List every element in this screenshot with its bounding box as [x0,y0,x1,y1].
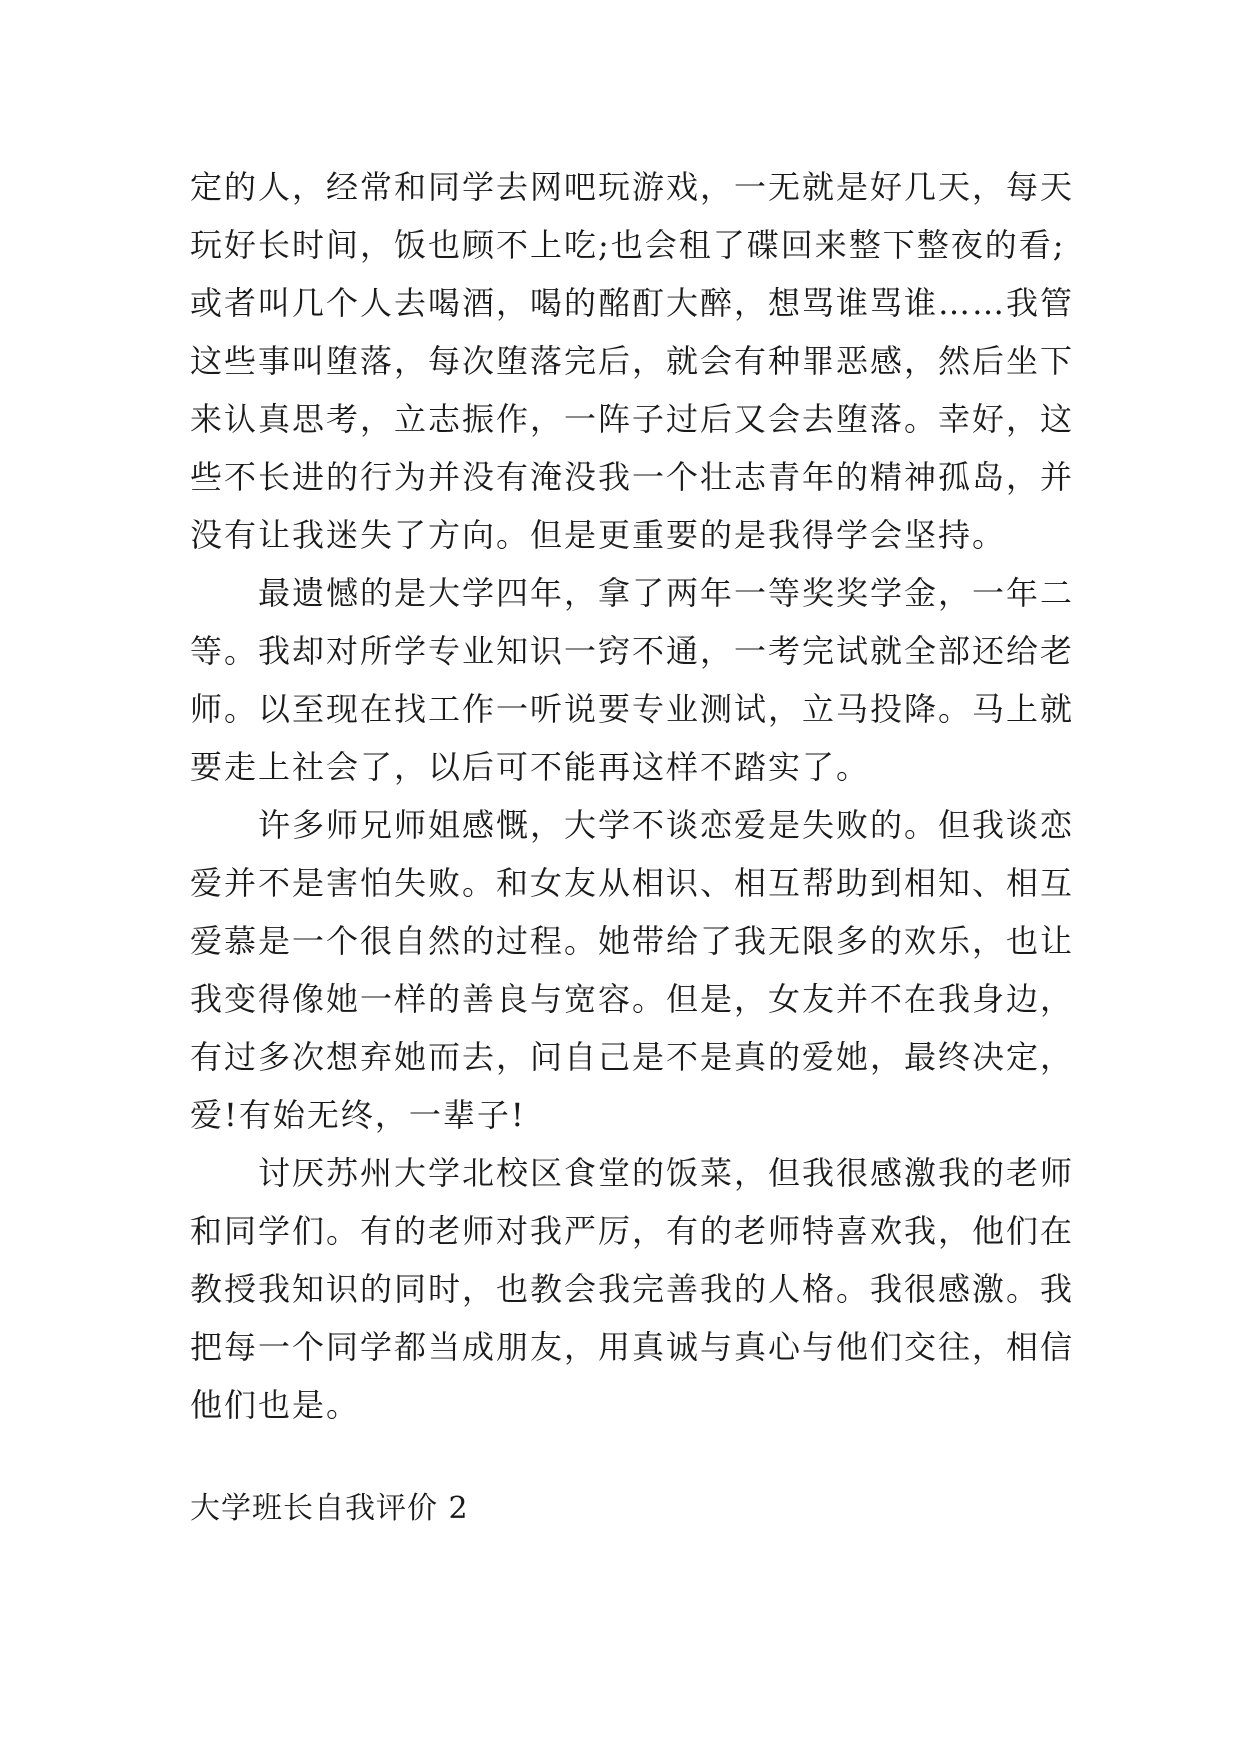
text-line: 爱并不是害怕失败。和女友从相识、相互帮助到相知、相互 [190,864,1075,902]
text-line: 等。我却对所学专业知识一窍不通，一考完试就全部还给老 [190,632,1075,670]
paragraph [190,796,1075,1144]
body-text [190,158,1075,1434]
text-line: 有过多次想弃她而去，问自己是不是真的爱她，最终决定， [190,1038,1075,1076]
text-line: 或者叫几个人去喝酒，喝的酩酊大醉，想骂谁骂谁……我管 [190,284,1075,322]
text-line: 许多师兄师姐感慨，大学不谈恋爱是失败的。但我谈恋 [258,806,1075,844]
text-line: 没有让我迷失了方向。但是更重要的是我得学会坚持。 [190,516,1007,554]
section-heading: 大学班长自我评价 2 [190,1491,469,1526]
text-line: 师。以至现在找工作一听说要专业测试，立马投降。马上就 [190,690,1075,728]
text-line: 这些事叫堕落，每次堕落完后，就会有种罪恶感，然后坐下 [190,342,1075,380]
text-line: 我变得像她一样的善良与宽容。但是，女友并不在我身边， [190,980,1075,1018]
text-line: 他们也是。 [190,1386,361,1424]
paragraph [190,564,1075,796]
text-line: 来认真思考，立志振作，一阵子过后又会去堕落。幸好，这 [190,400,1075,438]
text-line: 要走上社会了，以后可不能再这样不踏实了。 [190,748,871,786]
text-line: 玩好长时间，饭也顾不上吃;也会租了碟回来整下整夜的看; [190,226,1066,264]
text-line: 最遗憾的是大学四年，拿了两年一等奖奖学金，一年二 [258,574,1075,612]
text-line: 把每一个同学都当成朋友，用真诚与真心与他们交往，相信 [190,1328,1075,1366]
text-line: 和同学们。有的老师对我严厉，有的老师特喜欢我，他们在 [190,1212,1075,1250]
paragraph [190,1144,1075,1434]
text-line: 爱!有始无终，一辈子! [190,1096,526,1134]
text-line: 教授我知识的同时，也教会我完善我的人格。我很感激。我 [190,1270,1075,1308]
text-line: 些不长进的行为并没有淹没我一个壮志青年的精神孤岛，并 [190,458,1075,496]
text-line: 讨厌苏州大学北校区食堂的饭菜，但我很感激我的老师 [258,1154,1075,1192]
text-line: 定的人，经常和同学去网吧玩游戏，一无就是好几天，每天 [190,168,1075,206]
paragraph [190,158,1075,564]
text-line: 爱慕是一个很自然的过程。她带给了我无限多的欢乐，也让 [190,922,1075,960]
